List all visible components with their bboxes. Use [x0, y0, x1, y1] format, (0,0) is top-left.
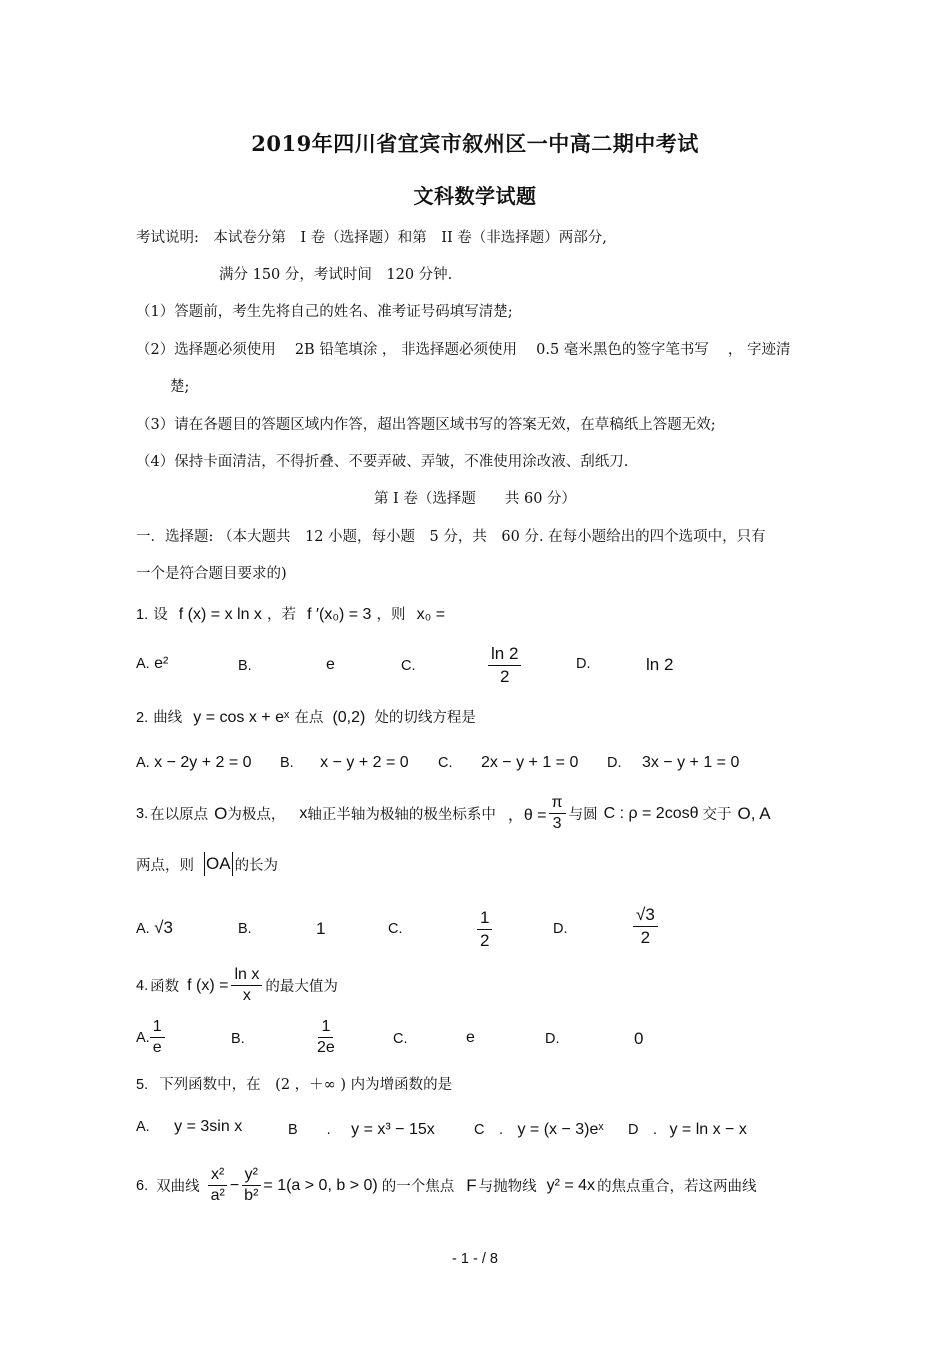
q6-t2: 与抛物线 [478, 1179, 537, 1196]
page-subtitle: 文科数学试题 [413, 184, 537, 208]
q2-pre: 曲线 [153, 710, 183, 726]
q4-b-denominator: 2e [317, 1039, 335, 1057]
q3-option-a [136, 918, 173, 938]
q3-c-denominator: 2 [480, 930, 490, 950]
q3-circle: C : ρ = 2cosθ [603, 804, 699, 822]
q5-text: 下列函数中，在 (2 ，＋∞ ) 内为增函数的是 [159, 1077, 453, 1093]
q3-d-denominator: 2 [640, 927, 651, 947]
q4-option-b-fraction [314, 1018, 338, 1058]
q1-number: 1. [136, 607, 149, 623]
q3-origin: O [214, 803, 228, 823]
page-title: 2019年四川省宜宾市叙州区一中高二期中考试 [251, 131, 699, 156]
q3-option-b-value: 1 [316, 919, 326, 938]
q4-number: 4. [136, 977, 149, 994]
q1-option-b-value: e [326, 656, 335, 673]
q5-option-b-value: y = x³ − 15x [351, 1121, 435, 1138]
q1-option-c-label: C. [401, 658, 416, 674]
q5-option-c [474, 1118, 604, 1139]
instruction-item-1: （1）答题前，考生先将自己的姓名、准考证号码填写清楚; [136, 304, 513, 320]
q3-c-numerator: 1 [477, 908, 492, 930]
q1-tail: ，则 [376, 607, 406, 623]
q6-minus: − [229, 1176, 240, 1194]
q2-option-c-value: 2x − y + 1 = 0 [480, 754, 579, 771]
q5-option-d [628, 1118, 747, 1139]
q4-a-numerator: 1 [150, 1018, 165, 1038]
q6-t3: 的焦点重合，若这两曲线 [597, 1179, 757, 1196]
q3-t7: 的长为 [234, 857, 279, 874]
q5-option-b [288, 1118, 435, 1139]
q3-t1: 在以原点 [150, 807, 209, 824]
question-5-stem [136, 1073, 452, 1094]
q4-option-d-label: D. [545, 1031, 560, 1047]
q6-pre: 双曲线 [156, 1179, 200, 1196]
q4-option-c-label: C. [393, 1031, 408, 1047]
q3-t3: 轴正半轴为极轴的极坐标系中 [307, 807, 496, 824]
q1-option-c-fraction [488, 644, 521, 686]
q3-number: 3. [136, 805, 149, 822]
instruction-item-2: （2）选择题必须使用 2B 铅笔填涂 ， 非选择题必须使用 0.5 毫米黑色的签字笔书写 ， 字迹清 [136, 342, 791, 358]
q4-numerator: ln x [231, 966, 262, 986]
q3-option-a-value: √3 [154, 918, 173, 937]
q3-option-a-label: A. [136, 921, 150, 937]
q1-option-a-value: e² [154, 655, 169, 672]
q6-number: 6. [136, 1177, 149, 1194]
q4-lhs: f (x) = [187, 976, 229, 994]
q4-a-denominator: e [152, 1039, 162, 1057]
q2-tail: 处的切线方程是 [374, 710, 476, 726]
q2-option-a-value: x − 2y + 2 = 0 [154, 754, 252, 771]
q3-d-numerator: √3 [633, 905, 658, 927]
q6-d2: b² [244, 1187, 259, 1205]
q6-d1: a² [210, 1187, 225, 1205]
q1-cond: f ′(x₀) = 3 [307, 606, 372, 623]
q2-option-b-label: B. [280, 755, 294, 771]
q1-option-a-label: A. [136, 656, 150, 672]
question-3-stem [136, 794, 771, 834]
q1-func: f (x) = x ln x [178, 606, 262, 623]
q2-point: (0,2) [332, 709, 366, 726]
q5-option-d-value: y = ln x − x [669, 1121, 747, 1138]
q1-option-d-label: D. [576, 656, 591, 672]
q3-theta: ，θ = [507, 807, 547, 825]
q1-c-numerator: ln 2 [488, 644, 521, 666]
question-4-stem [136, 966, 338, 1006]
q5-option-a-label: A. [136, 1119, 150, 1135]
q2-option-d-label: D. [607, 755, 622, 771]
q4-option-a-label: A. [136, 1029, 150, 1046]
q4-option-a [136, 1018, 165, 1058]
q2-option-b [280, 754, 409, 772]
q3-option-c-label: C. [388, 921, 403, 937]
q3-x: x [299, 804, 308, 822]
q1-option-b-label: B. [238, 658, 252, 674]
q4-option-c-value: e [466, 1029, 475, 1046]
q3-points: O, A [737, 803, 771, 823]
question-1-stem [136, 603, 445, 624]
q6-parabola: y² = 4x [546, 1176, 596, 1194]
q2-option-b-value: x − y + 2 = 0 [320, 754, 409, 771]
q2-option-d [607, 754, 739, 772]
q1-c-denominator: 2 [499, 666, 510, 686]
instruction-item-4: （4）保持卡面清洁，不得折叠、不要弄破、弄皱，不准使用涂改液、刮纸刀. [136, 454, 629, 470]
question-2-stem [136, 706, 476, 727]
q5-option-a-value: y = 3sin x [174, 1118, 243, 1135]
q6-focus: F [466, 1175, 477, 1195]
q3-t4: 与圆 [568, 807, 598, 824]
q2-option-a [136, 754, 252, 772]
q2-option-d-value: 3x − y + 1 = 0 [641, 754, 740, 771]
q5-option-a [136, 1118, 242, 1136]
q2-curve: y = cos x + eˣ [193, 709, 290, 726]
q5-option-b-label: B . [288, 1122, 331, 1138]
q1-option-a [136, 655, 168, 673]
q6-cond: = 1(a > 0, b > 0) [263, 1176, 378, 1194]
q3-t5: 交于 [702, 807, 732, 824]
q1-ask: x₀ = [416, 606, 446, 623]
q3-option-b-label: B. [238, 921, 252, 937]
instructions-line1: 考试说明: 本试卷分第 I 卷（选择题）和第 II 卷（非选择题）两部分, [136, 230, 607, 246]
section-title: 第 I 卷（选择题 共 60 分） [373, 491, 577, 507]
instruction-item-3: （3）请在各题目的答题区域内作答，超出答题区域书写的答案无效，在草稿纸上答题无效; [136, 417, 716, 433]
q5-option-d-label: D . [628, 1122, 657, 1138]
instructions-line2: 满分 150 分，考试时间 120 分钟. [219, 267, 453, 283]
q5-option-c-label: C . [474, 1122, 503, 1138]
q2-option-c-label: C. [438, 755, 453, 771]
q3-option-d-fraction [633, 905, 658, 947]
q5-option-c-value: y = (x − 3)eˣ [517, 1121, 604, 1138]
q5-number: 5. [136, 1077, 149, 1093]
page-number: - 1 - / 8 [452, 1251, 498, 1267]
q4-denominator: x [242, 987, 251, 1005]
q4-option-b-label: B. [231, 1031, 245, 1047]
q3-t6: 两点，则 [136, 857, 194, 874]
q1-pre: 设 [153, 607, 168, 623]
question-3-stem-cont [136, 852, 278, 876]
q3-option-c-fraction [477, 908, 492, 950]
q4-option-d-value: 0 [634, 1029, 644, 1048]
q3-three: 3 [552, 815, 562, 833]
q6-t1: 的一个焦点 [381, 1179, 455, 1196]
instruction-item-2-cont: 楚; [170, 379, 190, 395]
q2-option-c [438, 754, 578, 772]
q4-tail: 的最大值为 [265, 979, 338, 996]
q4-b-numerator: 1 [318, 1018, 333, 1038]
q6-n1: x² [208, 1166, 227, 1186]
q2-number: 2. [136, 710, 149, 726]
section-intro-2: 一个是符合题目要求的) [136, 566, 287, 582]
question-6-stem [136, 1166, 757, 1206]
q3-option-d-label: D. [553, 921, 568, 937]
q1-option-d-value: ln 2 [646, 655, 674, 674]
q3-t2: 为极点， [227, 807, 286, 824]
q2-option-a-label: A. [136, 755, 150, 771]
q2-mid: 在点 [294, 710, 324, 726]
q3-pi: π [549, 794, 566, 814]
section-intro-1: 一．选择题: （本大题共 12 小题，每小题 5 分，共 60 分. 在每小题给出的四个选项中，只有 [136, 529, 766, 545]
q4-pre: 函数 [150, 979, 180, 996]
q1-mid: ，若 [267, 607, 296, 623]
q6-n2: y² [242, 1166, 261, 1186]
q3-oa: OA [204, 852, 233, 876]
